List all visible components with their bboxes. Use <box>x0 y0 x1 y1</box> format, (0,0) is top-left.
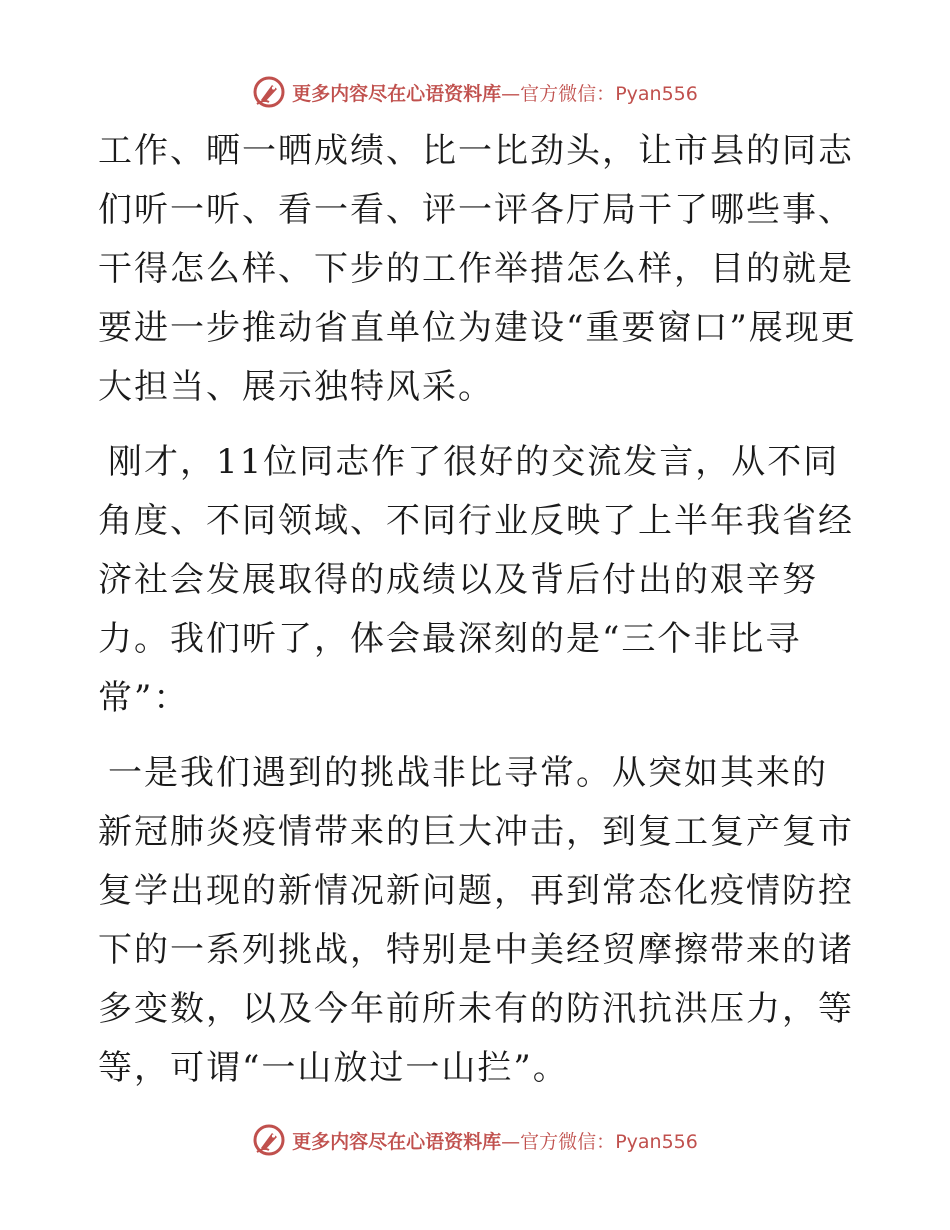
footer-banner <box>0 1120 950 1160</box>
banner-dash: — <box>501 82 521 105</box>
banner-wechat-label: 官方微信： <box>520 82 616 105</box>
paragraph: 工作、晒一晒成绩、比一比劲头，让市县的同志们听一听、看一看、评一评各厅局干了哪些事、干得怎么样、下步的工作举措怎么样，目的就是要进一步推动省直单位为建设“重要窗口”展现更大担当、展示独特风采。 <box>98 131 857 407</box>
banner-title: 更多内容尽在心语资料库 <box>292 1130 502 1153</box>
pen-nib-logo-icon <box>252 75 286 109</box>
banner-wechat-label: 官方微信： <box>520 1130 616 1153</box>
banner-title: 更多内容尽在心语资料库 <box>292 82 502 105</box>
banner-dash: — <box>501 1130 521 1153</box>
header-banner <box>0 72 950 112</box>
document-body <box>98 122 858 1098</box>
banner-wechat-id: Pyan556 <box>615 1130 698 1153</box>
paragraph: 刚才，11位同志作了很好的交流发言，从不同角度、不同领域、不同行业反映了上半年我省经济社会发展取得的成绩以及背后付出的艰辛努力。我们听了，体会最深刻的是“三个非比寻常”： <box>98 442 854 718</box>
paragraph: 一是我们遇到的挑战非比寻常。从突如其来的新冠肺炎疫情带来的巨大冲击，到复工复产复市复学出现的新情况新问题，再到常态化疫情防控下的一系列挑战，特别是中美经贸摩擦带来的诸多变数，以及今年前所未有的防汛抗洪压力，等等，可谓“一山放过一山拦”。 <box>98 753 854 1088</box>
pen-nib-logo-icon <box>252 1123 286 1157</box>
banner-wechat-id: Pyan556 <box>615 82 698 105</box>
